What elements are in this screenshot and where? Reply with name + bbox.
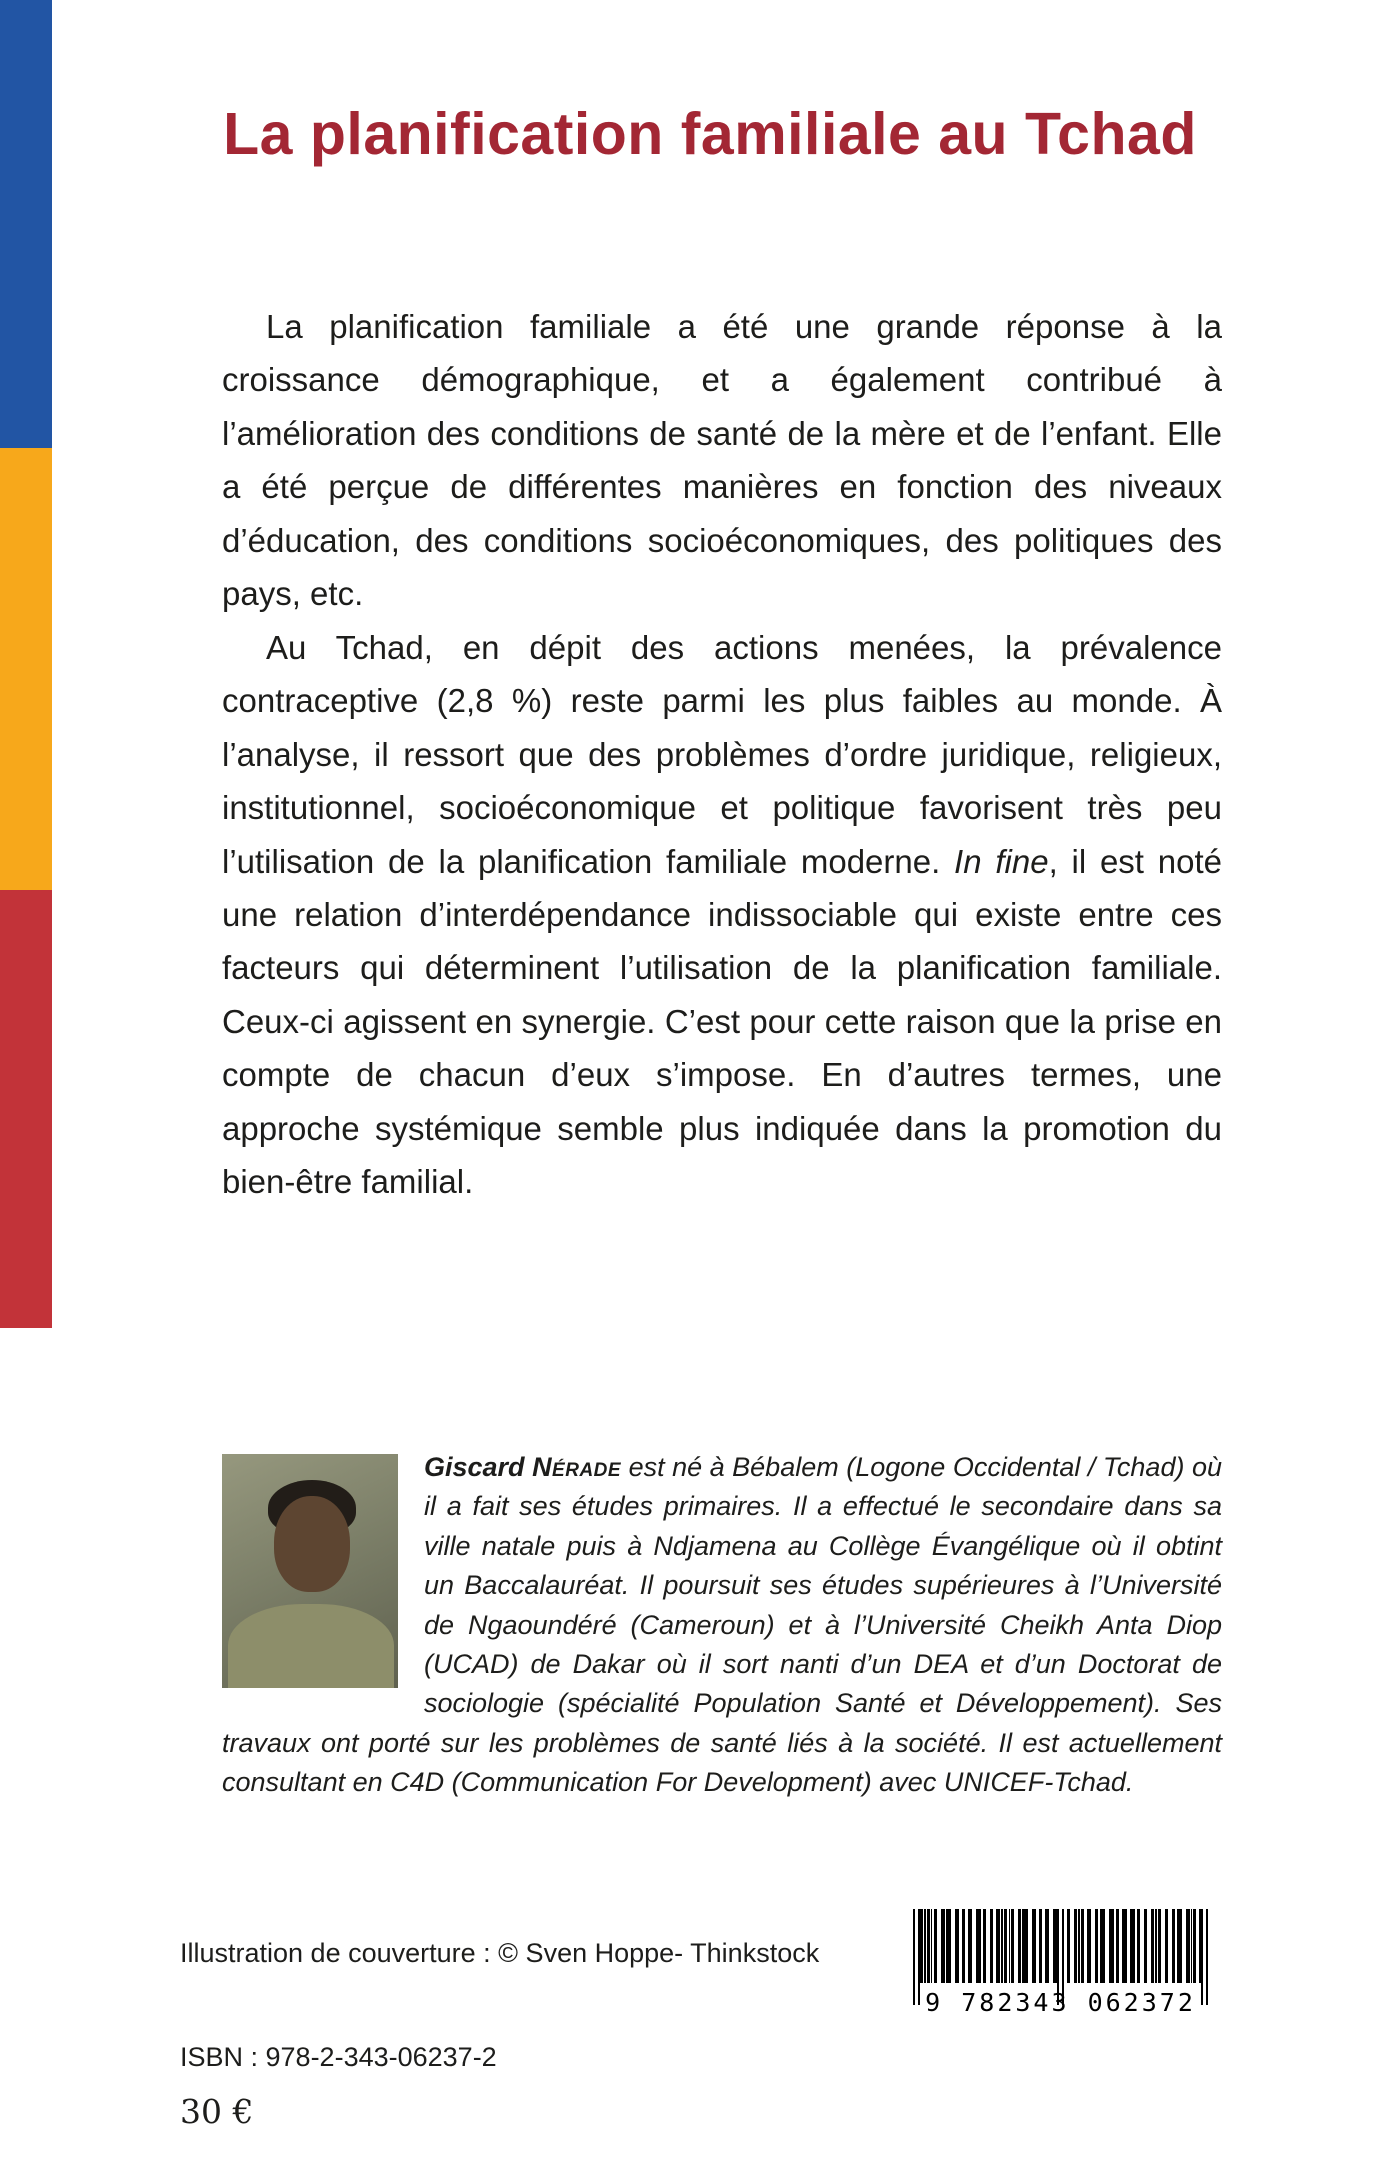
stripe-yellow-segment bbox=[0, 448, 52, 890]
illustration-credit: Illustration de couverture : © Sven Hoppe- Thinkstock bbox=[180, 1938, 820, 1968]
summary-paragraph-2 bbox=[222, 621, 1222, 1209]
spine-stripe bbox=[0, 0, 52, 2168]
author-bio-section bbox=[222, 1448, 1222, 1803]
author-first-name: Giscard bbox=[424, 1452, 533, 1482]
summary-paragraph-2-text-cont: , il est noté une relation d’interdépendance indissociable qui existe entre ces facteurs qui déterminent l’utilisation de la planification familiale. Ceux-ci agissent en synergie. C’est pour cette raison que la prise en compte de chacun d’eux s’impose. En d’autres termes, une approche systémique semble plus indiquée dans la promotion du bien-être familial. bbox=[222, 842, 1222, 1201]
stripe-red-segment bbox=[0, 890, 52, 1328]
author-photo-face bbox=[274, 1496, 350, 1592]
book-title: La planification familiale au Tchad bbox=[223, 101, 1197, 167]
author-name bbox=[424, 1452, 621, 1482]
price-text: 30 € bbox=[180, 2092, 254, 2131]
isbn-text: ISBN : 978-2-343-06237-2 bbox=[180, 2042, 497, 2072]
summary-paragraph-2-text: Au Tchad, en dépit des actions menées, la prévalence contraceptive (2,8 %) reste parmi les plus faibles au monde. À l’analyse, il ressort que des problèmes d’ordre juridique, religieux, institutionnel, socioéconomique et politique favorisent très peu l’utilisation de la planification familiale moderne. bbox=[222, 628, 1222, 880]
stripe-blue-segment bbox=[0, 0, 52, 448]
author-photo bbox=[222, 1454, 398, 1688]
summary-paragraph-2-latin-phrase: In fine bbox=[954, 842, 1049, 880]
summary-paragraph-1: La planification familiale a été une grande réponse à la croissance démographique, et a également contribué à l’amélioration des conditions de santé de la mère et de l’enfant. Elle a été perçue de différentes manières en fonction des niveaux d’éducation, des conditions socioéconomiques, des politiques des pays, etc. bbox=[222, 308, 1222, 613]
barcode-digits: 9 782343 062372 bbox=[925, 1988, 1196, 2017]
author-photo-shirt bbox=[228, 1604, 394, 1688]
author-bio-body: est né à Bébalem (Logone Occidental / Tchad) où il a fait ses études primaires. Il a effectué le secondaire dans sa ville natale puis à Ndjamena au Collège Évangélique où il obtint un Baccalauréat. Il poursuit ses études supérieures à l’Université de Ngaoundéré (Cameroun) et à l’Université Cheikh Anta Diop (UCAD) de Dakar où il sort nanti d’un DEA et d’un Doctorat de sociologie (spécialité Population Santé et Développement). Ses travaux ont porté sur les problèmes de santé liés à la société. Il est actuellement consultant en C4D (Communication For Development) avec UNICEF-Tchad. bbox=[222, 1452, 1222, 1798]
author-last-name: Nérade bbox=[532, 1452, 622, 1482]
ean13-barcode bbox=[903, 1905, 1218, 2023]
summary-text bbox=[222, 300, 1222, 1209]
